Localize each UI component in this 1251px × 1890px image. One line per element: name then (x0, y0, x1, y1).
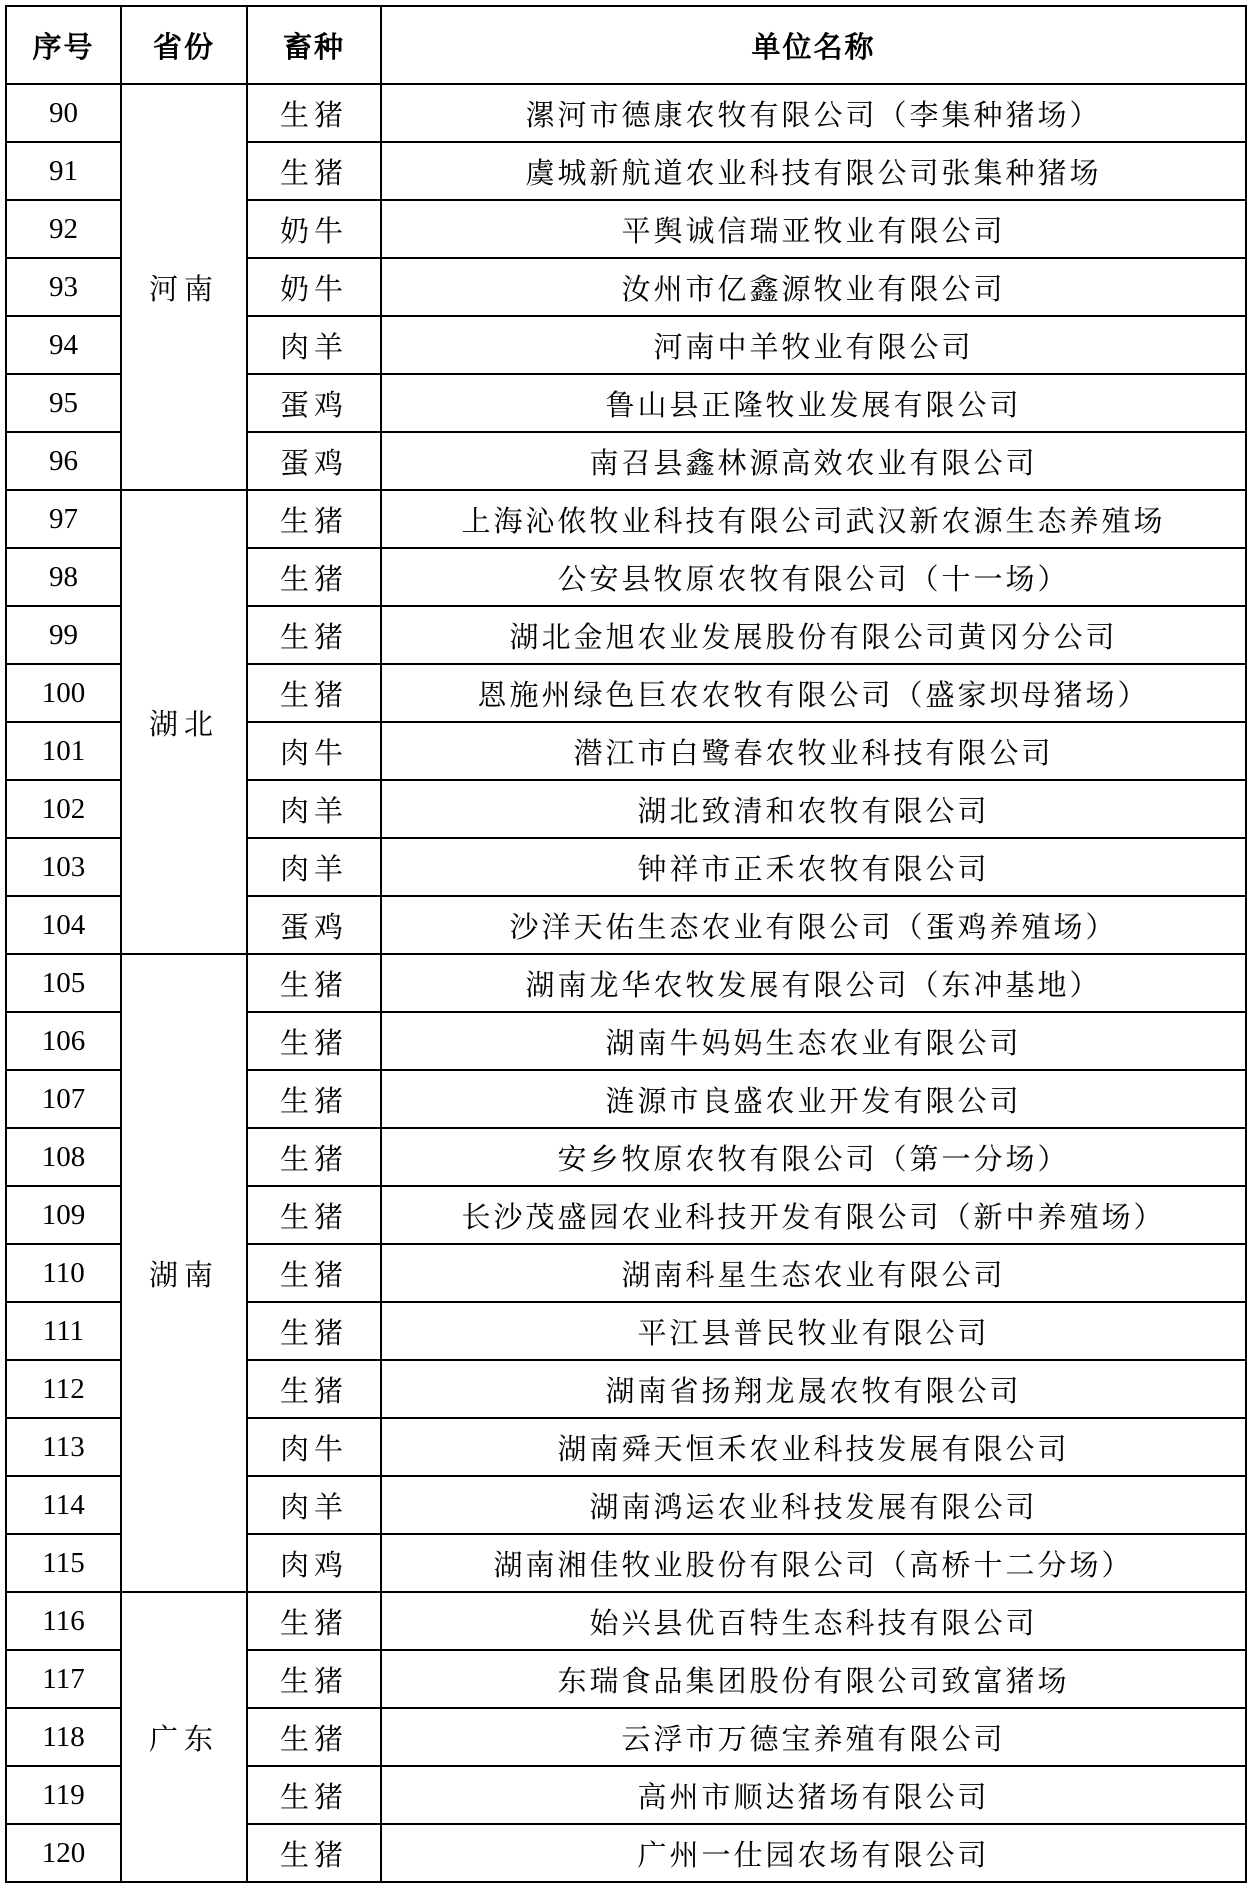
livestock-farm-list-table (5, 5, 1247, 1883)
unit-name-cell: 涟源市良盛农业开发有限公司 (381, 1070, 1246, 1128)
header-livestock-species: 畜种 (247, 6, 381, 84)
serial-number-cell: 102 (6, 780, 121, 838)
unit-name-cell: 恩施州绿色巨农农牧有限公司（盛家坝母猪场） (381, 664, 1246, 722)
serial-number-cell: 117 (6, 1650, 121, 1708)
unit-name-cell: 虞城新航道农业科技有限公司张集种猪场 (381, 142, 1246, 200)
serial-number-cell: 90 (6, 84, 121, 142)
serial-number-cell: 113 (6, 1418, 121, 1476)
serial-number-cell: 101 (6, 722, 121, 780)
serial-number-cell: 110 (6, 1244, 121, 1302)
unit-name-cell: 平江县普民牧业有限公司 (381, 1302, 1246, 1360)
unit-name-cell: 湖北金旭农业发展股份有限公司黄冈分公司 (381, 606, 1246, 664)
table-row (6, 490, 1246, 548)
unit-name-cell: 公安县牧原农牧有限公司（十一场） (381, 548, 1246, 606)
unit-name-cell: 漯河市德康农牧有限公司（李集种猪场） (381, 84, 1246, 142)
species-cell: 生猪 (247, 1012, 381, 1070)
table-row (6, 84, 1246, 142)
serial-number-cell: 97 (6, 490, 121, 548)
species-cell: 肉鸡 (247, 1534, 381, 1592)
species-cell: 生猪 (247, 1708, 381, 1766)
unit-name-cell: 始兴县优百特生态科技有限公司 (381, 1592, 1246, 1650)
species-cell: 生猪 (247, 1128, 381, 1186)
unit-name-cell: 湖北致清和农牧有限公司 (381, 780, 1246, 838)
table-header (6, 6, 1246, 84)
serial-number-cell: 91 (6, 142, 121, 200)
species-cell: 生猪 (247, 1592, 381, 1650)
unit-name-cell: 湖南牛妈妈生态农业有限公司 (381, 1012, 1246, 1070)
unit-name-cell: 湖南舜天恒禾农业科技发展有限公司 (381, 1418, 1246, 1476)
table-row (6, 1592, 1246, 1650)
table-body (6, 84, 1246, 1882)
species-cell: 肉羊 (247, 1476, 381, 1534)
species-cell: 生猪 (247, 1186, 381, 1244)
unit-name-cell: 上海沁侬牧业科技有限公司武汉新农源生态养殖场 (381, 490, 1246, 548)
species-cell: 生猪 (247, 490, 381, 548)
unit-name-cell: 高州市顺达猪场有限公司 (381, 1766, 1246, 1824)
unit-name-cell: 湖南龙华农牧发展有限公司（东冲基地） (381, 954, 1246, 1012)
province-cell: 湖北 (121, 490, 247, 954)
species-cell: 蛋鸡 (247, 374, 381, 432)
unit-name-cell: 鲁山县正隆牧业发展有限公司 (381, 374, 1246, 432)
table-row (6, 954, 1246, 1012)
serial-number-cell: 93 (6, 258, 121, 316)
species-cell: 生猪 (247, 84, 381, 142)
unit-name-cell: 汝州市亿鑫源牧业有限公司 (381, 258, 1246, 316)
unit-name-cell: 安乡牧原农牧有限公司（第一分场） (381, 1128, 1246, 1186)
serial-number-cell: 106 (6, 1012, 121, 1070)
species-cell: 生猪 (247, 1070, 381, 1128)
unit-name-cell: 沙洋天佑生态农业有限公司（蛋鸡养殖场） (381, 896, 1246, 954)
species-cell: 奶牛 (247, 200, 381, 258)
serial-number-cell: 95 (6, 374, 121, 432)
unit-name-cell: 潜江市白鹭春农牧业科技有限公司 (381, 722, 1246, 780)
serial-number-cell: 104 (6, 896, 121, 954)
serial-number-cell: 107 (6, 1070, 121, 1128)
unit-name-cell: 平舆诚信瑞亚牧业有限公司 (381, 200, 1246, 258)
unit-name-cell: 湖南省扬翔龙晟农牧有限公司 (381, 1360, 1246, 1418)
species-cell: 生猪 (247, 664, 381, 722)
unit-name-cell: 湖南湘佳牧业股份有限公司（高桥十二分场） (381, 1534, 1246, 1592)
unit-name-cell: 钟祥市正禾农牧有限公司 (381, 838, 1246, 896)
species-cell: 生猪 (247, 1824, 381, 1882)
serial-number-cell: 103 (6, 838, 121, 896)
species-cell: 生猪 (247, 1244, 381, 1302)
serial-number-cell: 115 (6, 1534, 121, 1592)
serial-number-cell: 114 (6, 1476, 121, 1534)
serial-number-cell: 92 (6, 200, 121, 258)
serial-number-cell: 109 (6, 1186, 121, 1244)
serial-number-cell: 116 (6, 1592, 121, 1650)
header-province: 省份 (121, 6, 247, 84)
species-cell: 奶牛 (247, 258, 381, 316)
header-row (6, 6, 1246, 84)
species-cell: 肉羊 (247, 838, 381, 896)
province-cell: 广东 (121, 1592, 247, 1882)
species-cell: 肉羊 (247, 316, 381, 374)
species-cell: 肉牛 (247, 1418, 381, 1476)
serial-number-cell: 96 (6, 432, 121, 490)
serial-number-cell: 100 (6, 664, 121, 722)
serial-number-cell: 119 (6, 1766, 121, 1824)
serial-number-cell: 105 (6, 954, 121, 1012)
unit-name-cell: 东瑞食品集团股份有限公司致富猪场 (381, 1650, 1246, 1708)
species-cell: 生猪 (247, 142, 381, 200)
serial-number-cell: 94 (6, 316, 121, 374)
unit-name-cell: 湖南科星生态农业有限公司 (381, 1244, 1246, 1302)
species-cell: 生猪 (247, 548, 381, 606)
species-cell: 生猪 (247, 1650, 381, 1708)
species-cell: 蛋鸡 (247, 896, 381, 954)
species-cell: 生猪 (247, 954, 381, 1012)
header-unit-name: 单位名称 (381, 6, 1246, 84)
species-cell: 蛋鸡 (247, 432, 381, 490)
unit-name-cell: 河南中羊牧业有限公司 (381, 316, 1246, 374)
species-cell: 生猪 (247, 606, 381, 664)
unit-name-cell: 广州一仕园农场有限公司 (381, 1824, 1246, 1882)
species-cell: 生猪 (247, 1766, 381, 1824)
unit-name-cell: 南召县鑫林源高效农业有限公司 (381, 432, 1246, 490)
serial-number-cell: 118 (6, 1708, 121, 1766)
unit-name-cell: 云浮市万德宝养殖有限公司 (381, 1708, 1246, 1766)
serial-number-cell: 98 (6, 548, 121, 606)
serial-number-cell: 120 (6, 1824, 121, 1882)
serial-number-cell: 99 (6, 606, 121, 664)
province-cell: 河南 (121, 84, 247, 490)
serial-number-cell: 108 (6, 1128, 121, 1186)
unit-name-cell: 长沙茂盛园农业科技开发有限公司（新中养殖场） (381, 1186, 1246, 1244)
species-cell: 生猪 (247, 1360, 381, 1418)
header-serial-number: 序号 (6, 6, 121, 84)
serial-number-cell: 111 (6, 1302, 121, 1360)
province-cell: 湖南 (121, 954, 247, 1592)
species-cell: 肉羊 (247, 780, 381, 838)
species-cell: 肉牛 (247, 722, 381, 780)
serial-number-cell: 112 (6, 1360, 121, 1418)
species-cell: 生猪 (247, 1302, 381, 1360)
unit-name-cell: 湖南鸿运农业科技发展有限公司 (381, 1476, 1246, 1534)
